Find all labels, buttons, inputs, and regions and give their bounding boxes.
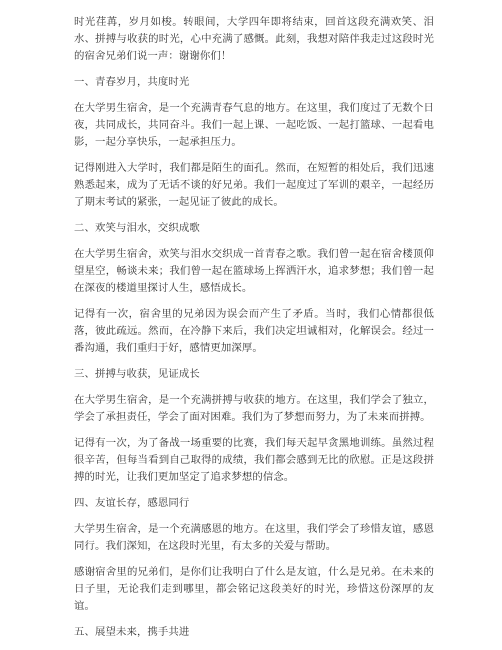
section-heading: 二、欢笑与泪水，交织成歌	[74, 222, 200, 234]
section-1	[74, 74, 434, 211]
section-paragraph: 在大学男生宿舍，是一个充满青春气息的地方。在这里，我们度过了无数个日夜，共同成长，共同奋斗。我们一起上课、一起吃饭、一起打篮球、一起看电影，一起分享快乐，一起承担压力。	[74, 102, 434, 148]
section-3	[74, 366, 434, 486]
section-heading: 一、青春岁月，共度时光	[74, 76, 190, 88]
section-paragraph: 记得刚进入大学时，我们都是陌生的面孔。然而，在短暂的相处后，我们迅速熟悉起来，成为了无话不谈的好兄弟。我们一起度过了军训的艰辛，一起经历了期末考试的紧张，一起见证了彼此的成长。	[74, 162, 434, 208]
intro-paragraph: 时光荏苒，岁月如梭。转眼间，大学四年即将结束，回首这段充满欢笑、泪水、拼搏与收获的时光，心中充满了感慨。此刻，我想对陪伴我走过这段时光的宿舍兄弟们说一声：谢谢你们！	[74, 16, 434, 62]
section-5	[74, 624, 434, 641]
section-paragraph: 感谢宿舍里的兄弟们，是你们让我明白了什么是友谊，什么是兄弟。在未来的日子里，无论我们走到哪里，都会铭记这段美好的时光，珍惜这份深厚的友谊。	[74, 566, 434, 612]
section-paragraph: 在大学男生宿舍，欢笑与泪水交织成一首青春之歌。我们曾一起在宿舍楼顶仰望星空，畅谈未来；我们曾一起在篮球场上挥洒汗水，追求梦想；我们曾一起在深夜的楼道里探讨人生，感悟成长。	[74, 248, 434, 294]
section-2	[74, 220, 434, 357]
section-paragraph: 大学男生宿舍，是一个充满感恩的地方。在这里，我们学会了珍惜友谊，感恩同行。我们深知，在这段时光里，有太多的关爱与帮助。	[74, 523, 434, 552]
section-4	[74, 495, 434, 615]
section-heading: 三、拼搏与收获，见证成长	[74, 368, 200, 380]
section-paragraph: 在大学男生宿舍，是一个充满拼搏与收获的地方。在这里，我们学会了独立，学会了承担责任，学会了面对困难。我们为了梦想而努力，为了未来而拼搏。	[74, 394, 434, 423]
section-paragraph: 记得有一次，为了备战一场重要的比赛，我们每天起早贪黑地训练。虽然过程很辛苦，但每当看到自己取得的成绩，我们都会感到无比的欣慰。正是这段拼搏的时光，让我们更加坚定了追求梦想的信念。	[74, 437, 434, 483]
section-paragraph: 记得有一次，宿舍里的兄弟因为误会而产生了矛盾。当时，我们心情都很低落，彼此疏远。然而，在冷静下来后，我们决定坦诚相对，化解误会。经过一番沟通，我们重归于好，感情更加深厚。	[74, 308, 434, 354]
document-page	[74, 14, 434, 650]
section-heading: 四、友谊长存，感恩同行	[74, 497, 190, 509]
section-heading: 五、展望未来，携手共进	[74, 626, 190, 638]
